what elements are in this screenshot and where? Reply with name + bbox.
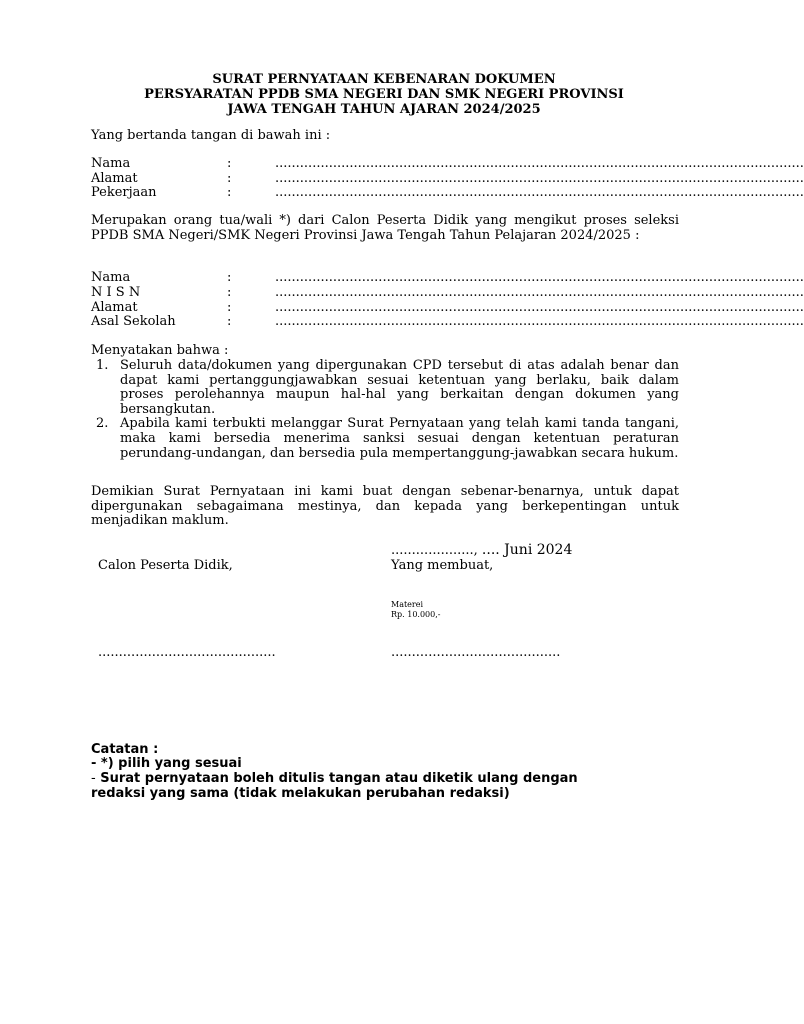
list-number: 1.: [96, 358, 109, 373]
field-colon: :: [227, 285, 232, 300]
stamp-amount: Rp. 10.000,-: [391, 610, 441, 619]
field-colon: :: [227, 270, 232, 285]
field-label: Asal Sekolah: [91, 314, 176, 329]
student-school-field: [91, 314, 804, 330]
declare-heading: Menyatakan bahwa :: [91, 343, 229, 358]
list-item: [91, 417, 679, 461]
field-label: Nama: [91, 156, 131, 171]
field-blank-line: ................................................................................................................................: [275, 270, 804, 285]
title-line-1: SURAT PERNYATAAN KEBENARAN DOKUMEN: [212, 72, 556, 87]
field-colon: :: [227, 300, 232, 315]
date-text: .... Juni 2024: [481, 542, 573, 558]
field-label: Pekerjaan: [91, 185, 157, 200]
date-line: [391, 543, 572, 558]
note-item-2: [91, 771, 578, 786]
note-item-1: - *) pilih yang sesuai: [91, 756, 242, 771]
date-place-blank: ....................,: [391, 543, 478, 558]
list-item-text: Seluruh data/dokumen yang dipergunakan CPD tersebut di atas adalah benar dan dapat kami pertanggungjawabkan sesuai ketentuan yang berlaku, baik dalam proses perolehannya maupun hal-hal yang berkaitan dengan dokumen yang bersangkutan.: [120, 358, 679, 417]
field-blank-line: ................................................................................................................................: [275, 314, 804, 329]
field-blank-line: ................................................................................................................................: [275, 156, 804, 171]
parent-name-field: [91, 156, 804, 172]
student-signature-line: ...........................................: [98, 645, 276, 660]
note-item-2-continued: redaksi yang sama (tidak melakukan perubahan redaksi): [91, 786, 510, 801]
field-blank-line: ................................................................................................................................: [275, 300, 804, 315]
note-item-2-text: Surat pernyataan boleh ditulis tangan atau diketik ulang dengan: [95, 771, 578, 786]
title-line-3: JAWA TENGAH TAHUN AJARAN 2024/2025: [227, 102, 541, 117]
field-colon: :: [227, 185, 232, 200]
notes-heading: Catatan :: [91, 742, 159, 757]
note-bullet: -: [91, 771, 96, 786]
field-blank-line: ................................................................................................................................: [275, 285, 804, 300]
document-title: [0, 72, 768, 117]
parent-occupation-field: [91, 185, 804, 201]
stamp-label: Materei: [391, 600, 424, 609]
maker-signature-label: Yang membuat,: [391, 558, 494, 573]
field-colon: :: [227, 156, 232, 171]
maker-signature-line: .........................................: [391, 645, 561, 660]
field-blank-line: ................................................................................................................................: [275, 185, 804, 200]
student-name-field: [91, 270, 804, 286]
intro-text: Yang bertanda tangan di bawah ini :: [91, 128, 331, 143]
list-item: [91, 359, 679, 417]
title-line-2: PERSYARATAN PPDB SMA NEGERI DAN SMK NEGERI PROVINSI: [144, 87, 624, 102]
statement-paragraph: Merupakan orang tua/wali *) dari Calon Peserta Didik yang mengikut proses seleksi PPDB SMA Negeri/SMK Negeri Provinsi Jawa Tengah Tahun Pelajaran 2024/2025 :: [91, 213, 679, 243]
closing-paragraph: Demikian Surat Pernyataan ini kami buat dengan sebenar-benarnya, untuk dapat dipergunakan sebagaimana mestinya, dan kepada yang berkepentingan untuk menjadikan maklum.: [91, 484, 679, 529]
field-label: Alamat: [91, 171, 138, 186]
field-label: Nama: [91, 270, 131, 285]
list-item-text: Apabila kami terbukti melanggar Surat Pernyataan yang telah kami tanda tangani, maka kami bersedia menerima sanksi sesuai dengan ketentuan peraturan perundang-undangan, dan bersedia pula mempertanggung-jawabkan secara hukum.: [120, 416, 679, 461]
student-signature-label: Calon Peserta Didik,: [98, 558, 233, 573]
field-label: Alamat: [91, 300, 138, 315]
field-colon: :: [227, 171, 232, 186]
list-number: 2.: [96, 416, 109, 432]
student-nisn-field: [91, 285, 804, 301]
field-label: N I S N: [91, 285, 141, 300]
field-colon: :: [227, 314, 232, 329]
field-blank-line: ................................................................................................................................: [275, 171, 804, 186]
declaration-list: [91, 359, 679, 461]
